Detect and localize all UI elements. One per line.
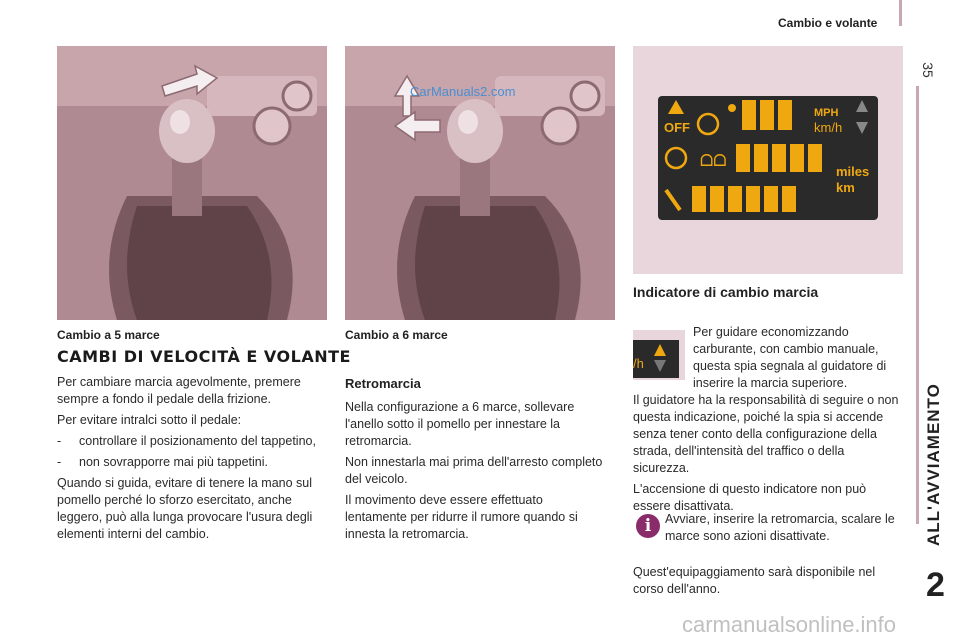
main-title: CAMBI DI VELOCITÀ E VOLANTE (57, 347, 351, 366)
lcd-display (658, 96, 878, 220)
gear-indicator-text-3: L'accensione di questo indicatore non può essere disattivata. (633, 482, 867, 513)
bullet-text: controllare il posizionamento del tappetino, (79, 434, 316, 448)
gear-indicator-text-1: Per guidare economizzando carburante, con cambio manuale, questa spia segnala al guidatore di inserire la marcia superiore. (693, 325, 887, 390)
image-watermark: CarManuals2.com (410, 84, 516, 99)
lcd-up-arrow-icon (856, 100, 868, 112)
info-icon: i (636, 514, 660, 538)
gear-indicator-icon-label: /h (633, 356, 644, 371)
sidebar-title: ALL'AVVIAMENTO (924, 383, 943, 546)
key-icon (728, 104, 736, 112)
bullet-dash: - (57, 455, 62, 469)
reverse-text-3: Il movimento deve essere effettuato lentamente per ridurre il rumore quando si innesta la retromarcia. (345, 493, 578, 541)
reverse-text-1: Nella configurazione a 6 marce, sollevare l'anello sotto il pomello per innestare la retromarcia. (345, 400, 575, 448)
section-header: Cambio e volante (778, 16, 878, 30)
dashboard-panel (633, 46, 903, 274)
header-divider (899, 0, 902, 26)
odometer-digits (736, 144, 822, 172)
oil-icon: ᗝᗝ (700, 151, 727, 170)
bullet-text: non sovrapporre mai più tappetini. (79, 455, 269, 469)
wrench-icon (666, 190, 680, 210)
footer-watermark: carmanualsonline.info (682, 612, 897, 637)
gear-up-arrow-icon (668, 100, 684, 114)
list-item (57, 433, 327, 450)
intro-text: Per cambiare marcia agevolmente, premere sempre a fondo il pedale della frizione. (57, 375, 301, 406)
lcd-down-arrow-icon (856, 122, 868, 134)
lcd-mph-label: MPH (814, 107, 839, 119)
gearbox-5-caption: Cambio a 5 marce (57, 328, 160, 342)
lcd-miles-label: miles (836, 164, 870, 179)
page-number: 35 (919, 62, 936, 78)
gearbox-5-image (57, 46, 327, 320)
driving-text: Quando si guida, evitare di tenere la mano sul pomello perché lo sforzo esercitato, anche leggero, può alla lunga provocare l'usura degli elementi interni del cambio. (57, 476, 313, 541)
gearbox-6-caption: Cambio a 6 marce (345, 328, 448, 342)
gear-indicator-text-2: Il guidatore ha la responsabilità di seguire o non questa indicazione, poiché la spia si accende senza tener conto della configurazione della strada, dell'intensità del traffico o della sicurezza. (633, 393, 899, 475)
avoid-text: Per evitare intralci sotto il pedale: (57, 413, 242, 427)
trip-digits (692, 186, 796, 212)
info-text: Avviare, inserire la retromarcia, scalare le marce sono azioni disattivate. (665, 512, 895, 543)
list-item (57, 454, 327, 471)
sidebar-divider (916, 86, 919, 524)
lcd-kmh-label: km/h (814, 120, 843, 135)
gear-indicator-title: Indicatore di cambio marcia (633, 284, 819, 300)
speed-digits (742, 100, 792, 130)
gear-indicator-icon (633, 330, 685, 380)
lcd-km-label: km (836, 180, 855, 195)
service-icon (666, 148, 686, 168)
reverse-text-2: Non innestarla mai prima dell'arresto completo del veicolo. (345, 455, 603, 486)
availability-note: Quest'equipaggiamento sarà disponibile nel corso dell'anno. (633, 565, 876, 596)
speedometer-icon (698, 114, 718, 134)
lcd-off-label: OFF (664, 120, 690, 135)
bullet-dash: - (57, 434, 62, 448)
chapter-number: 2 (926, 566, 945, 604)
reverse-title: Retromarcia (345, 376, 421, 391)
